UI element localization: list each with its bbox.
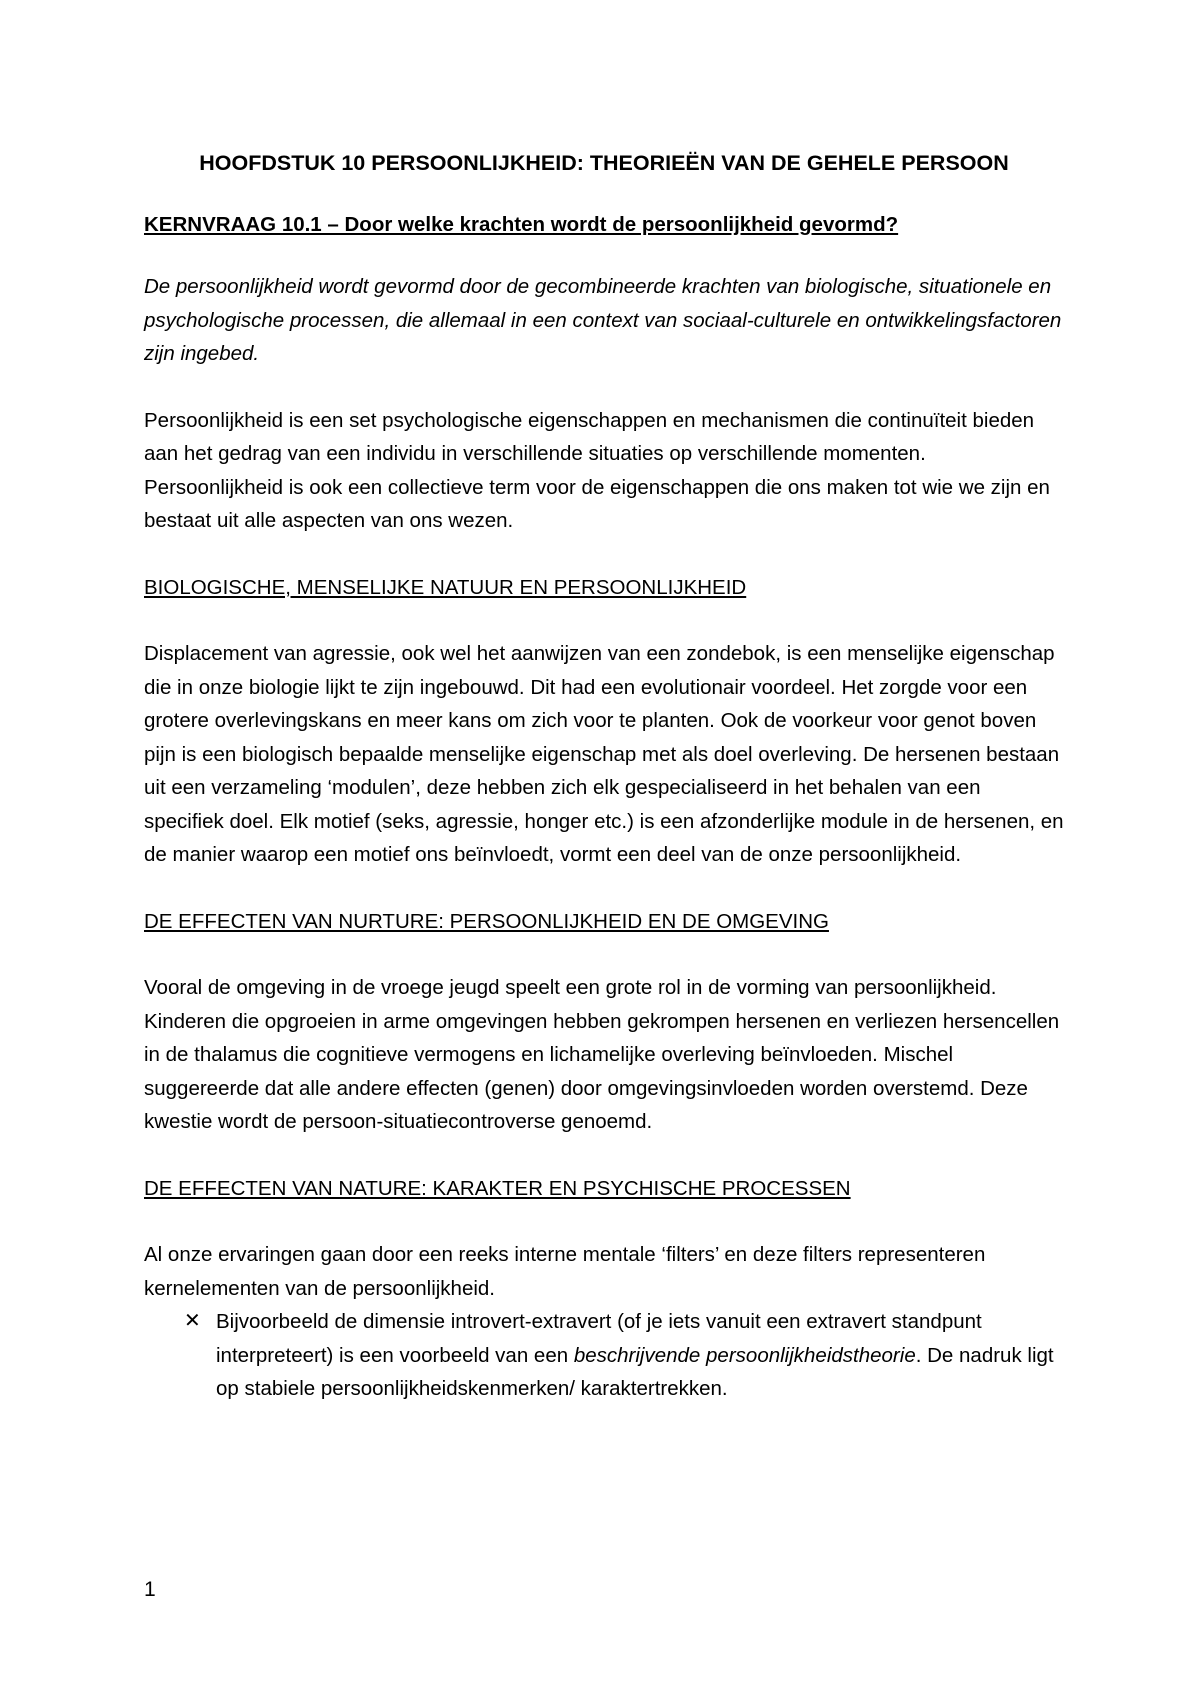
page-number: 1 bbox=[144, 1578, 156, 1601]
bullet-list bbox=[144, 1305, 1064, 1406]
section-body-nature: Al onze ervaringen gaan door een reeks interne mentale ‘filters’ en deze filters representeren kernelementen van de persoonlijkheid. bbox=[144, 1243, 986, 1300]
bullet-text-italic: beschrijvende persoonlijkheidstheorie bbox=[573, 1343, 916, 1367]
bullet-text-after: . De nadruk ligt op stabiele persoonlijkheidskenmerken/ karaktertrekken. bbox=[216, 1343, 1054, 1400]
document-body bbox=[144, 148, 1064, 1406]
section-heading-nature: DE EFFECTEN VAN NATURE: KARAKTER EN PSYCHISCHE PROCESSEN bbox=[144, 1176, 851, 1200]
section-body-biological: Displacement van agressie, ook wel het aanwijzen van een zondebok, is een menselijke eigenschap die in onze biologie lijkt te zijn ingebouwd. Dit had een evolutionair voordeel. Het zorgde voor een grotere overlevingskans en meer kans om zich voor te planten. Ook de voorkeur voor genot boven pijn is een biologisch bepaalde menselijke eigenschap met als doel overleving. De hersenen bestaan uit een verzameling ‘modulen’, deze hebben zich elk gespecialiseerd in het behalen van een specifiek doel. Elk motief (seks, agressie, honger etc.) is een afzonderlijke module in de hersenen, en de manier waarop een motief ons beïnvloedt, vormt een deel van de onze persoonlijkheid. bbox=[144, 642, 1064, 866]
intro-paragraph: Persoonlijkheid is een set psychologische eigenschappen en mechanismen die continuïteit bieden aan het gedrag van een individu in verschillende situaties op verschillende momenten. Persoonlijkheid is ook een collectieve term voor de eigenschappen die ons maken tot wie we zijn en bestaat uit alle aspecten van ons wezen. bbox=[144, 408, 1050, 532]
core-question-answer: De persoonlijkheid wordt gevormd door de gecombineerde krachten van biologische, situationele en psychologische processen, die allemaal in een context van sociaal-culturele en ontwikkelingsfactoren zijn ingebed. bbox=[144, 275, 1062, 365]
list-item bbox=[144, 1305, 1064, 1406]
section-heading-biological: BIOLOGISCHE, MENSELIJKE NATUUR EN PERSOONLIJKHEID bbox=[144, 575, 747, 599]
section-heading-nurture: DE EFFECTEN VAN NURTURE: PERSOONLIJKHEID EN DE OMGEVING bbox=[144, 909, 829, 933]
chapter-title: HOOFDSTUK 10 PERSOONLIJKHEID: THEORIEËN VAN DE GEHELE PERSOON bbox=[199, 151, 1009, 175]
section-body-nurture: Vooral de omgeving in de vroege jeugd speelt een grote rol in de vorming van persoonlijkheid. Kinderen die opgroeien in arme omgevingen hebben gekrompen hersenen en verliezen hersencellen in de thalamus die cognitieve vermogens en lichamelijke overleving beïnvloeden. Mischel suggereerde dat alle andere effecten (genen) door omgevingsinvloeden worden overstemd. Deze kwestie wordt de persoon-situatiecontroverse genoemd. bbox=[144, 976, 1060, 1133]
cross-bullet-icon: ✕ bbox=[184, 1310, 201, 1332]
core-question-heading: KERNVRAAG 10.1 – Door welke krachten wordt de persoonlijkheid gevormd? bbox=[144, 213, 899, 236]
bullet-text-before: Bijvoorbeeld de dimensie introvert-extravert (of je iets vanuit een extravert standpunt interpreteert) is een voorbeeld van een bbox=[216, 1310, 982, 1367]
